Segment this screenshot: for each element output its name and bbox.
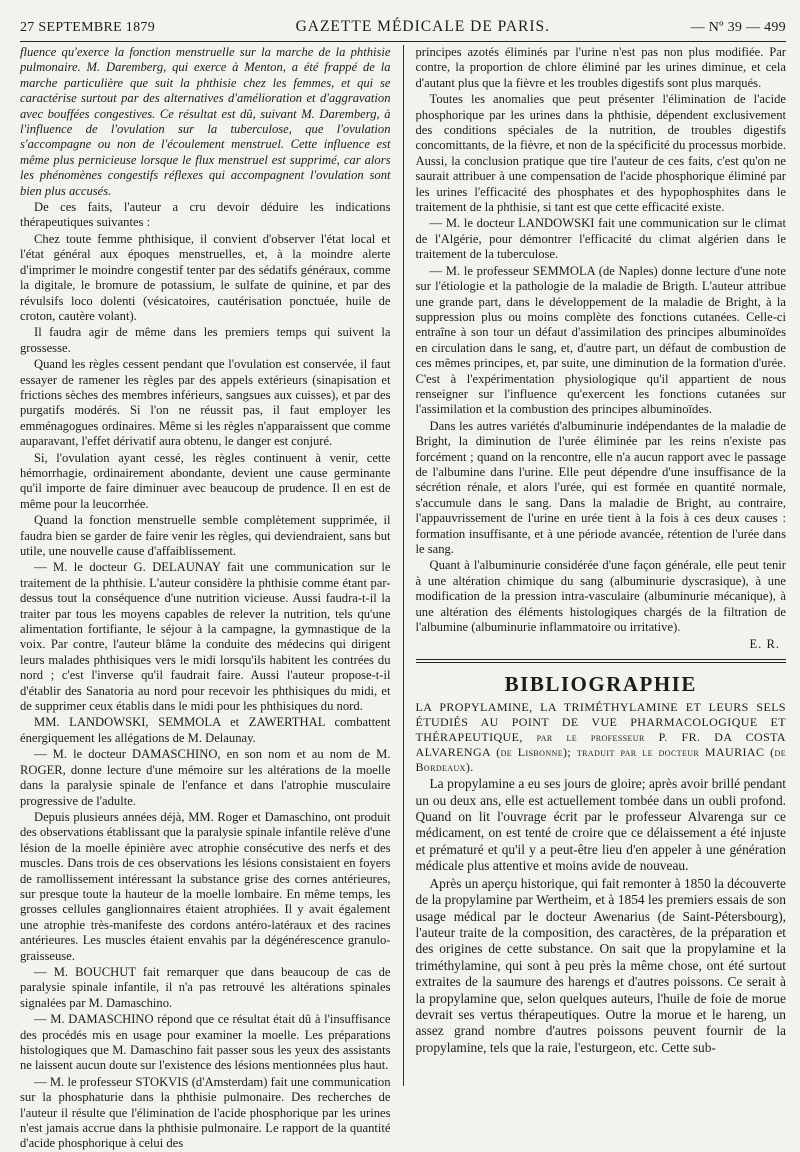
right-column (416, 45, 787, 1086)
paragraph: MM. LANDOWSKI, SEMMOLA et ZAWERTHAL combattent énergiquement les allégations de M. Delaunay. (20, 715, 391, 745)
paragraph: — M. le professeur STOKVIS (d'Amsterdam) fait une communication sur la phosphaturie dans la phthisie pulmonaire. Des recherches de l'auteur il résulte que l'élimination de l'acide phosphorique par les urines n'est jamais accrue dans la phthisie pulmonaire. Le rapport de la quantité d'acide phosphorique à celui des (20, 1074, 391, 1151)
issue-date: 27 SEPTEMBRE 1879 (20, 20, 156, 35)
running-head (20, 6, 786, 36)
paragraph: Depuis plusieurs années déjà, MM. Roger et Damaschino, ont produit des observations établissant que la paralysie spinale infantile relève d'une lésion de la moelle épinière avec atrophie consécutive des nerfs et des muscles. Dans trois de ces observations les lésions consistaient en foyers de ramollissement intéressant la substance grise des cornes antérieures, sur presque toute la hauteur de la moelle lombaire. En même temps, les grosses cellules ganglionnaires étaient atrophiées. Il y avait également une atrophie très-manifeste des cordons antéro-latéraux et des racines antérieures. Les muscles étaient envahis par la dégénérescence granulo-graisseuse. (20, 809, 391, 963)
paragraph: — M. le professeur SEMMOLA (de Naples) donne lecture d'une note sur l'étiologie et la pathologie de la maladie de Brigth. L'auteur attribue une grande part, dans le développement de la maladie de Bright, à la suppression plus ou moins complète des fonctions cutanées. Celle-ci entraîne à son tour un défaut d'assimilation des principes albuminoïdes en circulation dans le sang, et, d'autre part, un défaut de combustion de ces mêmes principes, et, par suite, une diminution de la formation d'urée. C'est à l'expérimentation physiologique qu'il appartient de nous renseigner sur l'influence qu'exercent les fonctions cutanées sur l'assimilation et la combustion des principes albuminoïdes. (415, 263, 786, 417)
paragraph: principes azotés éliminés par l'urine n'est pas non plus modifiée. Par contre, la proportion de chlore éliminé par les urines diminue, et cela d'autant plus que la fièvre et les troubles digestifs sont plus marqués. (415, 45, 786, 90)
paragraph: — M. BOUCHUT fait remarquer que dans beaucoup de cas de paralysie spinale infantile, il n'a pas retrouvé les altérations spinales signalées par M. Damaschino. (20, 964, 391, 1010)
journal-title: GAZETTE MÉDICALE DE PARIS. (295, 18, 551, 35)
review-paragraph: Après un aperçu historique, qui fait remonter à 1850 la découverte de la propylamine par Wertheim, et à 1854 les premiers essais de son usage médical par le docteur Awenarius (de Saint-Pétersbourg), l'auteur traite de la composition, des caractères, de la préparation et des origines de cette substance. On sait que la propylamine et la triméthylamine, qui sont à peu près la même chose, ont été surtout extraites de la saumure des harengs et d'autres poissons. Ce serait à la propylamine que, selon quelques auteurs, l'huile de foie de morue devrait ses vertus thérapeutiques. Outre la morue et le hareng, un assez grand nombre d'autres poissons peuvent fournir de la propylamine, tels que la raie, l'esturgeon, etc. Cette sub- (415, 875, 786, 1055)
book-reference (416, 700, 787, 775)
issue-number-page: — Nº 39 — 499 (690, 20, 786, 35)
column-divider (403, 45, 404, 1086)
header-rule (20, 41, 786, 42)
paragraph: Il faudra agir de même dans les premiers temps qui suivent la grossesse. (20, 325, 391, 355)
paragraph: Chez toute femme phthisique, il convient d'observer l'état local et l'état général aux époques menstruelles, et, à la moindre alerte d'imprimer le moindre congestif tenter par des sédatifs généraux, comme la digitale, le bromure de potassium, le sulfate de quinine, et par des révulsifs loco dolenti (vésicatoires, cautérisation ponctuée, huile de croton, cautère volant). (20, 231, 391, 323)
review-paragraph: La propylamine a eu ses jours de gloire; après avoir brillé pendant un ou deux ans, elle est actuellement tombée dans un oubli profond. Quand on lit l'ouvrage écrit par le professeur Alvarenga sur ce médicament, on est tenté de croire que ce délaissement a été injuste et prématuré et qu'il y a peut-être lieu d'en appeler à une génération médicale plus attentive et moins avide de nouveau. (415, 776, 786, 874)
author-signature: E. R. (749, 637, 780, 652)
paragraph: Si, l'ovulation ayant cessé, les règles continuent à venir, cette hémorrhagie, ordinairement abondante, devient une cause germinante qu'il importe de faire diminuer avec beaucoup de prudence. Il en est de même pour la leucorrhée. (20, 450, 391, 511)
paragraph: — M. le docteur LANDOWSKI fait une communication sur le climat de l'Algérie, pour démontrer l'efficacité du climat algérien dans le traitement de la tuberculose. (415, 216, 786, 262)
paragraph: — M. DAMASCHINO répond que ce résultat était dû à l'insuffisance des procédés mis en usage pour examiner la moelle. Les préparations histologiques que M. Damaschino fait passer sous les yeux des assistants ne laissent aucun doute sur l'existence des lésions mentionnées plus haut. (20, 1012, 391, 1073)
left-column (20, 45, 391, 1151)
paragraph: Dans les autres variétés d'albuminurie indépendantes de la maladie de Bright, la diminution de l'urée éliminée par les reins n'existe pas forcément ; quand on la rencontre, elle n'a aucun rapport avec le passage de l'albumine dans l'urine. Elle peut dépendre d'une insuffisance de la sécrétion rénale, et alors l'urée, qui est formée en quantité normale, s'accumule dans le sang. Dans la maladie de Bright, au contraire, l'appauvrissement de l'urine en urée tient à la fois à ces deux causes : formation insuffisante, et à une période avancée, rétention de l'urée dans le sang. (415, 418, 786, 556)
paragraph: fluence qu'exerce la fonction menstruelle sur la marche de la phthisie pulmonaire. M. Daremberg, qui exerce à Menton, a été frappé de la marche particulière que suit la phthisie chez les femmes, et qui se caractérise surtout par des alternatives d'amélioration et d'aggravation avec bouffées congestives. Ce résultat est dû, suivant M. Daremberg, à l'influence de l'ovulation sur la tuberculose, que l'ovulation s'accompagne ou non de l'écoulement menstruel. Cette influence est même plus pernicieuse lorsque le flux menstruel est supprimé, car alors les phénomènes congestifs réflexes qui accompagnent l'ovulation sont bien plus accusés. (20, 45, 391, 198)
paragraph: Quand la fonction menstruelle semble complètement supprimée, il faudra bien se garder de faire venir les règles, qui deviendraient, sans but utile, une nouvelle cause d'affaiblissement. (20, 513, 391, 558)
paragraph: Toutes les anomalies que peut présenter l'élimination de l'acide phosphorique par les urines dans la phthisie, dépendent exclusivement des conditions spéciales de la nutrition, de troubles digestifs concomittants, de la fièvre, et non de la spécificité du processus morbide. Aussi, la conclusion pratique que tire l'auteur de ces faits, c'est qu'on ne saurait attribuer à une compensation de l'acide phosphorique éliminé par les urines l'efficacité des phosphates et des hypophosphites dans le traitement de la phthisie, si tant est que cette efficacité existe. (415, 92, 786, 215)
book-reference-text: LA PROPYLAMINE, LA TRIMÉTHYLAMINE ET LEURS SELS ÉTUDIÉS AU POINT DE VUE PHARMACOLOGIQUE ET THÉRAPEUTIQUE, par le professeur P. FR. DA COSTA ALVARENGA (de Lisbonne); traduit par le docteur MAURIAC (de Bordeaux). (415, 700, 786, 775)
bibliography-heading: BIBLIOGRAPHIE (504, 671, 697, 696)
paragraph: De ces faits, l'auteur a cru devoir déduire les indications thérapeutiques suivantes : (20, 200, 391, 230)
paragraph: — M. le docteur DAMASCHINO, en son nom et au nom de M. ROGER, donne lecture d'une mémoire sur les altérations de la moelle dans la paralysie spinale de l'enfance et dans l'atrophie musculaire progressive de l'adulte. (20, 747, 391, 808)
two-column-body (20, 45, 786, 1151)
paragraph: — M. le docteur G. DELAUNAY fait une communication sur le traitement de la phthisie. L'auteur considère la phthisie comme étant par-dessus tout la conséquence d'une nutrition vicieuse. Aussi faudra-t-il la traiter par tous les moyens capables de relever la nutrition, tels qu'une alimentation fortifiante, le séjour à la campagne, la gymnastique de la voix. Par contre, l'auteur blâme la conduite des médecins qui dirigent leurs malades phthisiques vers le midi lorsqu'ils habitent les contrées du nord ; c'est l'inverse qu'il faudrait faire. Aussi l'auteur propose-t-il d'établir des Sanatoria au nord pour recevoir les phthisiques du midi, et de supprimer ceux établis dans le midi pour les phthisiques du nord. (20, 560, 391, 714)
paragraph: Quant à l'albuminurie considérée d'une façon générale, elle peut tenir à une altération chimique du sang (albuminurie dyscrasique), à une modification de la pression intra-vasculaire (albuminurie mécanique), à une altération des éléments histologiques chargés de la filtration de l'albumine (albuminurie inflammatoire ou irritative). (415, 558, 786, 635)
section-divider (416, 659, 787, 663)
paragraph: Quand les règles cessent pendant que l'ovulation est conservée, il faut essayer de ramener les règles par des appels extérieurs (sinapisation et frictions sèches des membres inférieurs, sangsues aux cuisses), et par des purgatifs modérés. Si l'on ne réussit pas, il faut employer les emménagogues ordinaires. Même si les règles n'apparaissent que comme auparavant, l'effet dérivatif aura obtenu, le danger est conjuré. (20, 357, 391, 449)
